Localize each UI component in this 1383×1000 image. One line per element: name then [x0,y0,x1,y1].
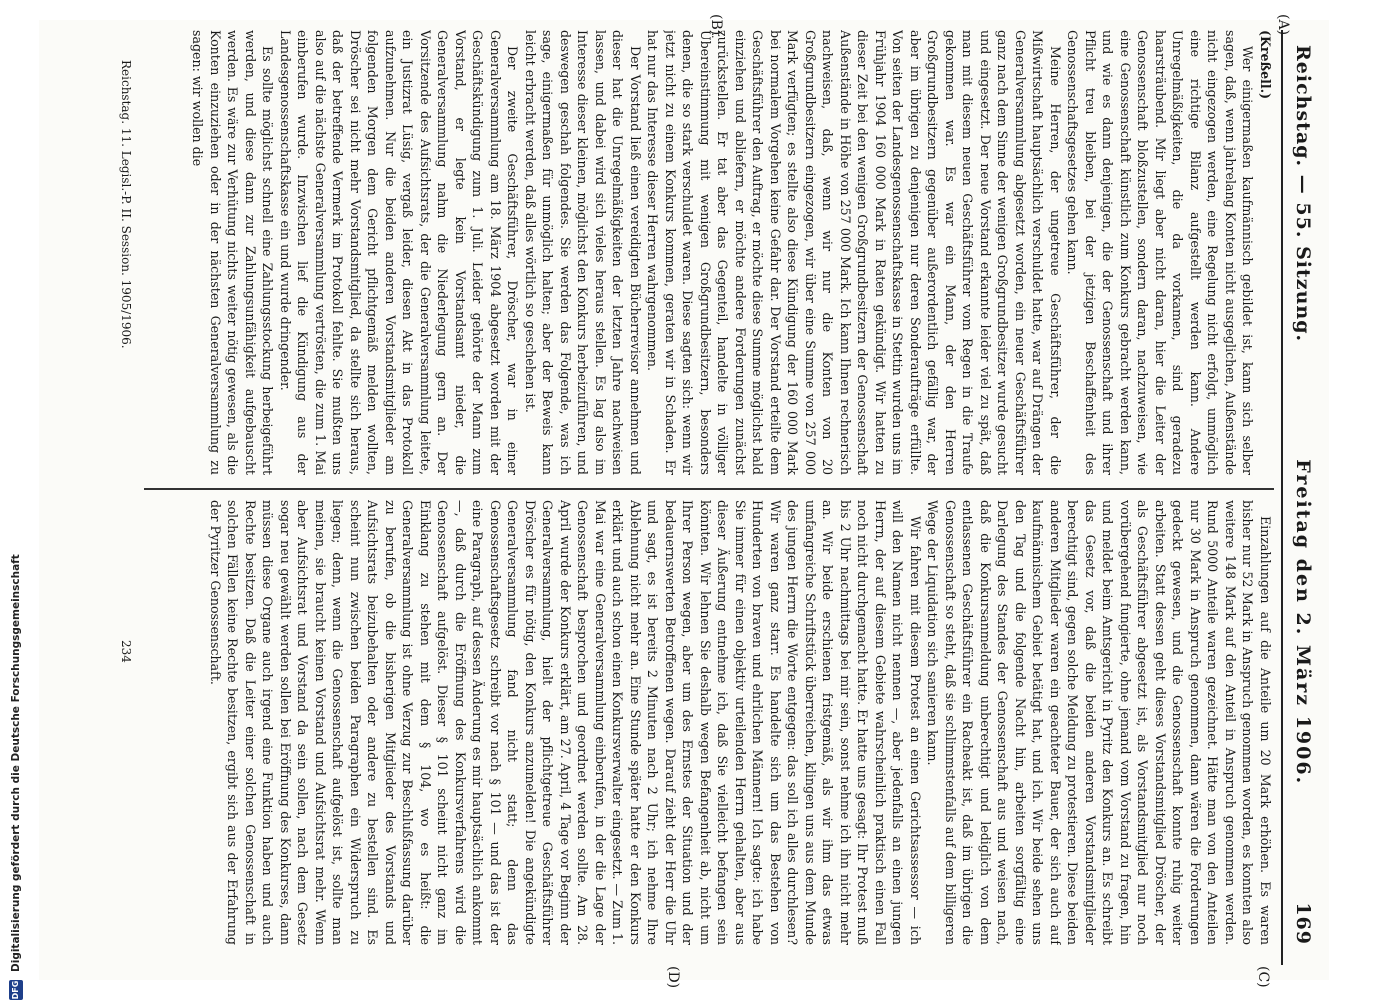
column-divider [144,488,1274,490]
paragraph: Der zweite Geschäftsführer, Dröscher, war in einer Generalversammlung am 18. März 1904 abgesetzt worden mit der Geschäftskündigung zum 1. Juli. Leider gehörte der Mann zum Vorstand, er legte kein Vorstandsamt nieder, die Generalversammlung nahm die Niederlegung gern an. Der Vorsitzende des Aufsichtsrats, der die Generalversammlung leitete, ein Justizrat Lüsig, vergaß leider, diesen Akt in das Protokoll aufzunehmen. Nur die beiden anderen Vorstandsmitglieder am folgenden Morgen dem Gericht pflichtgemäß melden wollten, Dröscher sei nicht mehr Vorstandsmitglied, da stellte sich heraus, daß der betreffende Vermerk im Protokoll fehlte. Sie mußten uns also auf die nächste Generalversammlung vertrösten, die zum 1. Mai einberufen wurde. Inzwischen lief die Kündigung aus der Landesgenossenschaftskasse ein und wurde dringender. [278,30,521,475]
footer-sheet-number: 234 [119,640,133,663]
margin-marker-d: (D) [665,966,681,989]
paragraph: Einzahlungen auf die Anteile um 20 Mark erhöhen. Es waren bisher nur 52 Mark in Anspruch genommen worden, es konnten also weitere 148 Mark auf den Anteil in Anspruch genommen werden. Rund 5000 Anteile waren gezeichnet. Hätte man von den Anteilen nur 30 Mark in Anspruch genommen, dann wären die Forderungen gedeckt gewesen, und die Genossenschaft konnte ruhig weiter arbeiten. Statt dessen geht dieses Vorstandsmitglied Dröscher, der als Geschäftsführer abgesetzt ist, als Vorstandsmitglied nur noch vorübergehend fungierte, ohne jemand vom Vorstand zu fragen, hin und meldet beim Amtsgericht in Pyritz den Konkurs an. Es schreibt das Gesetz vor, daß die beiden anderen Vorstandsmitglieder berechtigt sind, gegen solche Meldung zu protestieren. Diese beiden anderen Mitglieder waren ein geachteter Bauer, der sich auch auf kaufmännischem Gebiet betätigt hat, und ich. Wir beide sehen uns den Tag und die folgende Nacht hin, arbeiten sorgfältig eine Darlegung des Standes der Genossenschaft aus und weisen nach, daß die Konkursanmeldung unberechtigt und lediglich von dem entlassenen Geschäftsführer ein Racheakt ist, daß im übrigen die Genossenschaft so steht, daß sie schlimmstenfalls auf dem billigeren Wege der Liquidation sich sanieren kann. [925,500,1273,945]
margin-marker-a: (A) [1275,14,1291,36]
footer-session: Reichstag. 11. Legisl.-P. II. Session. 1905/1906. [119,60,133,349]
paragraph: Meine Herren, der ungetreue Geschäftsführer, der die Mißwirtschaft hauptsächlich verschuldet hatte, war auf Drängen der Generalversammlung abgesetzt worden, ein neuer Geschäftsführer ganz nach dem Sinne der wenigen Großgrundbesitzer wurde gesucht und eingesetzt. Der neue Vorstand erkannte leider viel zu spät, daß man mit diesem neuen Geschäftsführer vom Regen in die Traufe gekommen war. Es war ein Mann, der den Herren Großgrundbesitzern gegenüber außerordentlich gefällig war, der aber im übrigen zu denjenigen nur deren Sonderaufträge erfüllte. Von seiten der Landesgenossenschaftskasse in Stettin wurden uns im Frühjahr 1904 160 000 Mark in Raten gekündigt. Wir hatten zu dieser Zeit bei den wenigen Großgrundbesitzern der Genossenschaft Außenstände in Höhe von 257 000 Mark. Ich kann Ihnen rechnerisch nachweisen, daß, wenn wir nur die Konten von 20 Großgrundbesitzern eingezogen, wir über eine Summe von 257 000 Mark verfügten; es stellte also diese Kündigung der 160 000 Mark bei normalem Vorgehen keine Gefahr dar. Der Vorstand erteilte dem Geschäftsführer den Auftrag, er möchte diese Summe möglichst bald einziehen und abliefern, er möchte andere Forderungen zunächst zurückstellen. Er tat aber das Gegenteil, handelte in völliger Übereinstimmung mit wenigen Großgrundbesitzern, besonders denen, die so stark verschuldet waren. Diese sagten sich: wenn wir jetzt nicht zu einem Konkurs kommen, geraten wir in Schaden. Er hat nur das Interesse dieser Herren wahrgenommen. [645,30,1063,475]
paragraph: Wer einigermaßen kaufmännisch gebildet ist, kann sich selber sagen, daß, wenn jahrelang Konten nicht ausgeglichen, Außenstände nicht eingezogen werden, eine Regelung nicht erfolgt, unmöglich eine richtige Bilanz aufgestellt werden kann. Andere Unregelmäßigkeiten, die da vorkamen, sind geradezu haarsträubend. Mir liegt aber nicht daran, hier die Leiter der Genossenschaft bloßzustellen, sondern daran, nachzuweisen, wie eine Genossenschaft künstlich zum Konkurs gebracht werden kann, und wie es dann denjenigen, die der Genossenschaft und ihrer Pflicht treu bleiben, bei der jetzigen Beschaffenheit des Genossenschaftsgesetzes gehen kann. [1065,30,1256,475]
speaker-name: (Kreßell.) [1258,30,1273,100]
header-rule [1281,30,1283,965]
margin-marker-b: (B) [708,14,724,36]
paragraph: Es sollte möglichst schnell eine Zahlungsstockung herbeigeführt werden, und diese dann zur Zahlungsunfähigkeit aufgebauscht werden. Es wäre zur Verhütung nichts weiter nötig gewesen, als die Konten einzuziehen oder in der nächsten Generalversammlung zu sagen: wir wollen die [190,30,276,475]
dfg-logo-icon: DFG [9,980,23,1000]
page-number: 169 [1292,902,1314,945]
paragraph: Der Vorstand ließ einen vereidigten Bücherrevisor annehmen und dieser hat die Unregelmäßigkeiten der letzten Jahre nachweisen lassen, und dabei wird sich vieles heraus stellen. Es lag also im Interesse dieser kleinen, möglichst den Konkurs herbeizuführen, und deswegen geschah folgendes. Sie werden das Folgende, was ich sage, einigermaßen für unmöglich halten; aber der Beweis kann leicht erbracht werden, daß alles wörtlich so geschehen ist. [523,30,643,475]
header-left: Reichstag. — 55. Sitzung. [1292,45,1314,343]
rotated-page [39,14,1329,989]
header-date: Freitag den 2. März 1906. [1292,459,1314,786]
digitization-text: Digitalisierung gefördert durch die Deutsche Forschungsgemeinschaft [10,554,22,972]
digitization-note [5,0,27,1000]
right-column [144,500,1274,945]
paragraph: Wir fahren mit diesem Protest an einen Gerichtsassessor — ich will den Namen nicht nennen —, aber jedenfalls an einen jungen Herrn, der auf diesem Gebiete wahrscheinlich praktisch einen Fall noch nicht durchgemacht hatte. Er hatte uns gesagt: Ihr Protest muß bis 2 Uhr nachmittags bei mir sein, sonst nehme ich ihn nicht mehr an. Wir beide erschienen fristgemäß, als wir ihm das etwas umfangreiche Schriftstück überreichen, klingen uns aus dem Munde des jungen Herrn die Worte entgegen: das soll ich alles durchlesen? Wir waren ganz starr. Es handelte sich um das Bestehen von Hunderten von braven und ehrlichen Männern! Ich sagte: ich habe Sie immer für einen objektiv urteilenden Herrn gehalten, aber aus dieser Äußerung entnehme ich, daß Sie vielleicht befangen sein könnten. Wir lehnen Sie deshalb wegen Befangenheit ab, nicht um Ihrer Person wegen, aber um des Ernstes der Situation und der bedauernswerten Betroffenen wegen. Darauf zieht der Herr die Uhr und sagt, es ist bereits 2 Minuten nach 2 Uhr; ich nehme Ihre Ablehnung nicht mehr an. Eine Stunde später hatte er den Konkurs erklärt und auch schon einen Konkursverwalter eingesetzt. — Zum 1. Mai war eine Generalversammlung einberufen, in der die Lage der Genossenschaft besprochen und geordnet werden sollte. Am 28. April wurde der Konkurs erklärt, am 27. April, 4 Tage vor Beginn der Generalversammlung, hielt der pflichtgetreue Geschäftsführer Dröscher es für nötig, den Konkurs anzumelden! Die angekündigte Generalversammlung fand nicht statt; denn das Genossenschaftsgesetz schreibt vor nach § 101 — und das ist der eine Paragraph, auf dessen Änderung es mir hauptsächlich ankommt —, daß durch die Eröffnung des Konkursverfahrens wird die Genossenschaft aufgelöst. Dieser § 101 scheint nicht ganz im Einklang zu stehen mit dem § 104, wo es heißt: die Generalversammlung ist ohne Verzug zur Beschlußfassung darüber zu berufen, ob die bisherigen Mitglieder des Vorstands und Aufsichtsrats beizubehalten oder andere zu bestellen sind. Es scheint nun zwischen beiden Paragraphen ein Widerspruch zu liegen; denn, wenn die Genossenschaft aufgelöst ist, sollte man meinen, sie braucht keinen Vorstand und Aufsichtsrat mehr. Wenn aber Aufsichtsrat und Vorstand da sein sollen, nach dem Gesetz sogar neu gewählt werden sollen bei Eröffnung des Konkurses, dann müssen diese Organe auch irgend eine Funktion haben und auch Rechte besitzen. Daß die Leiter einer solchen Genossenschaft in solchen Fällen keine Rechte besitzen, ergibt sich aus der Erfahrung der Pyritzer Genossenschaft. [208,500,923,945]
margin-marker-c: (C) [1255,966,1271,988]
left-column [144,30,1274,475]
page-header [1285,45,1321,945]
